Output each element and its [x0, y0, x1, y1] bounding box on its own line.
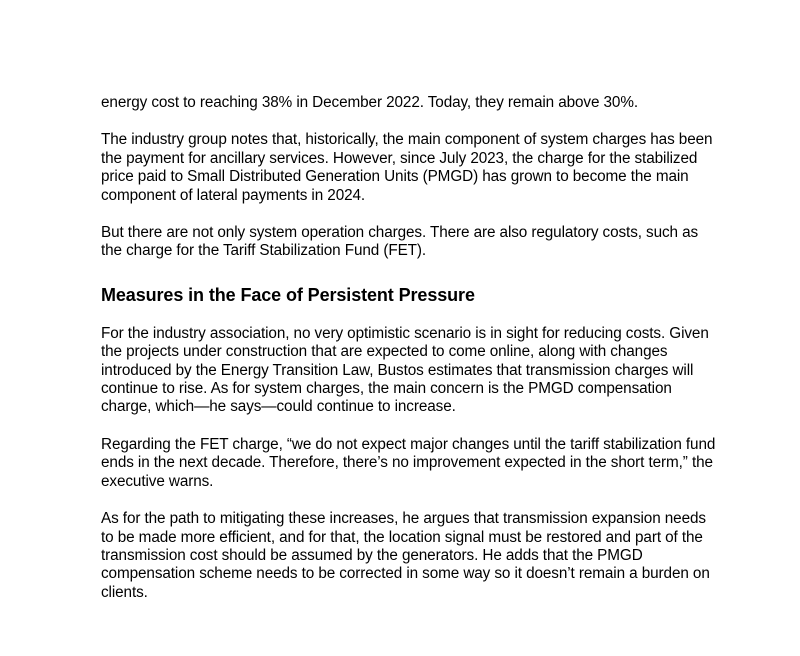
paragraph-mitigation: As for the path to mitigating these increases, he argues that transmission expansion needs to be made more efficient, and for that, the location signal must be restored and part of the transmission cost should be assumed by the generators. He adds that the PMGD compensation scheme needs to be corrected in some way so it doesn’t remain a burden on clients. — [101, 510, 710, 601]
heading-gap — [101, 261, 721, 284]
paragraph-regulatory-costs: But there are not only system operation charges. There are also regulatory costs, such as the charge for the Tariff Stabilization Fund (FET). — [101, 224, 699, 260]
section-heading: Measures in the Face of Persistent Pressure — [101, 284, 475, 305]
paragraph-gap — [101, 112, 721, 131]
paragraph-gap — [101, 205, 721, 224]
paragraph-fet-charge: Regarding the FET charge, “we do not expect major changes until the tariff stabilization fund ends in the next decade. Therefore, there’s no improvement expected in the short term,” the executive warns. — [101, 435, 716, 490]
document-page — [101, 94, 721, 602]
heading-gap — [101, 306, 721, 325]
paragraph-energy-cost: energy cost to reaching 38% in December 2022. Today, they remain above 30%. — [101, 94, 638, 111]
paragraph-industry-outlook: For the industry association, no very optimistic scenario is in sight for reducing costs. Given the projects under construction that are expected to come online, along with changes introduced by the Energy Transition Law, Bustos estimates that transmission charges will continue to rise. As for system charges, the main concern is the PMGD compensation charge, which—he says—could continue to increase. — [101, 324, 709, 416]
paragraph-gap — [101, 491, 721, 510]
paragraph-gap — [101, 417, 721, 436]
paragraph-system-charges: The industry group notes that, historically, the main component of system charges has been the payment for ancillary services. However, since July 2023, the charge for the stabilized price paid to Small Distributed Generation Units (PMGD) has grown to become the main component of lateral payments in 2024. — [101, 131, 713, 204]
